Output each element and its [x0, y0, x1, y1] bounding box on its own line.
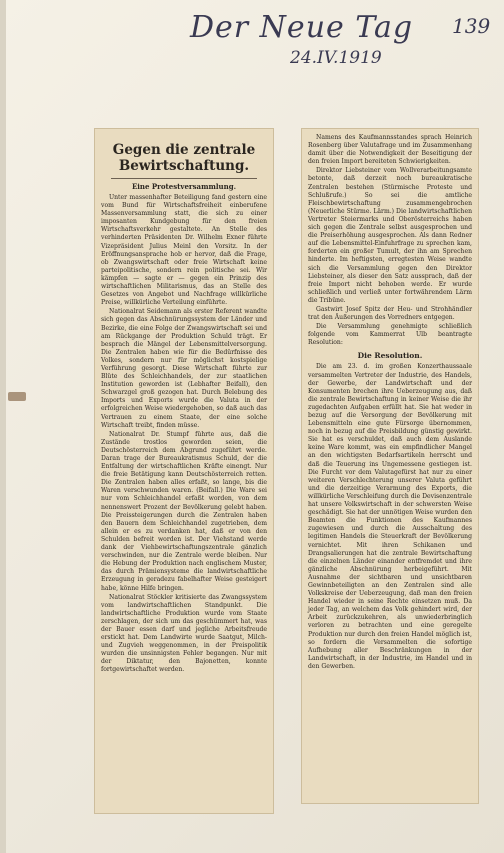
resolution-heading: Die Resolution. — [357, 351, 423, 361]
article-paragraph: Direktor Liebsteiner vom Wollverarbeitungsamte betonte, daß derzeit noch bureaukratische Zentralen bestehen (Stürmische Proteste und Schlußrufe.) So sei die amtliche Fleischbewirtschaftung zusammengebrochen (Neuerliche Stürme. Lärm.) Die landwirtschaftlichen Vertreter Steiermarks und Oberösterreichs haben sich gegen die Zentrale selbst ausgesprochen und die Preiserhöhung ausgesprochen. Als dann Redner auf die Lebensmittel-Einfuhrfrage zu sprechen kam, forderten ein großer Tumult, der ihn am Sprechen hinderte. Im heftigsten, erregtesten Weise wandte sich die Versammlung gegen den Direktor Liebsteiner, als dieser den Satz aussprach, daß der freie Import nicht behoben werde. Er wurde schließlich und verließ unter fortwährendem Lärm die Tribüne. — [308, 167, 472, 304]
sheet-edge — [0, 0, 6, 853]
resolution-paragraph: Die am 23. d. im großen Konzerthaussaale versammelten Vertreter der Industrie, des Handels, der Gewerbe, der Landwirtschaft und der Konsumenten brechen ihre Ueberzeugung aus, daß die zentrale Bewirtschaftung in keiner Weise die ihr zugedachten Aufgaben erfüllt hat. Sie hat weder in bezug auf die Versorgung der Bevölkerung mit Lebensmitteln eine gute Fürsorge übernommen, noch in bezug auf die Preisbildung günstig gewirkt. Sie hat es verschuldet, daß auch dem Auslande keine Ware kommt, was ein empfindlicher Mangel an den wichtigsten Bedarfsartikeln herrscht und daß die Teuerung ins Ungemessene gestiegen ist. Die Furcht vor dem Valutagefürst hat nur zu einer weiteren Verschlechterung unserer Valuta geführt und die derzeitige Verarmung des Exports, die willkürliche Verschleifung durch die Devisenzentrale hat unsere Volkswirtschaft in der schwersten Weise geschädigt. Sie hat der unnötigen Weise wurden den Beamten die Funktionen des Kaufmannes zugewiesen und durch die Ausschaltung des legitimen Handels die Steuerkraft der Bevölkerung vernichtet. Mit ihren Schikanen und Drangsalierungen hat die zentrale Bewirtschaftung die einzelnen Länder einander entfremdet und ihre gänzliche Abschnürung herbeigeführt. Mit Ausnahme der sichtbaren und unsichtbaren Gewinnbeteiligten an den Zentralen sind alle Volkskreise der Ueberzeugung, daß man den freien Handel wieder in seine Rechte einsetzen muß. Da jeder Tag, an welchem das Volk gehindert wird, der Arbeit zurückzukehren, als unwiederbringlich verloren zu betrachten und eine geregelte Produktion nur durch den freien Handel möglich ist, so fordern die Versammelten die sofortige Aufhebung aller Beschränkungen in der Landwirtschaft, in der Industrie, im Handel und in den Gewerben. — [308, 363, 472, 670]
article-paragraph: Unter massenhafter Beteiligung fand gestern eine vom Bund für Wirtschaftsfreiheit einberufene Massenversammlung statt, die sich zu einer imposanten Kundgebung für den freien Wirtschaftsverkehr gestaltete. An Stelle des verhinderten Präsidenten Dr. Wilhelm Exner führte Vizepräsident Julius Meinl den Vorsitz. In der Eröffnungsansprache hob er hervor, daß die Frage, ob Zwangswirtschaft oder freie Wirtschaft keine parteipolitische, sondern rein politische sei. Wir kämpfen — sagte er — gegen ein Prinzip des wirtschaftlichen Militarismus, das an Stelle des Gesetzes von Angebot und Nachfrage willkürliche Preise, willkürliche Verteilung einführte. — [101, 194, 267, 307]
newspaper-masthead-handwritten: Der Neue Tag — [190, 10, 414, 45]
archive-page-number: 139 — [452, 14, 491, 38]
headline-rule — [111, 178, 257, 179]
article-paragraph: Namens des Kaufmannsstandes sprach Heinrich Rosenberg über Valutafrage und im Zusammenhang damit über die Notwendigkeit der Beseitigung der den freien Import bereiteten Schwierigkeiten. — [308, 134, 472, 166]
article-subhead: Eine Protestversammlung. — [131, 182, 237, 191]
article-paragraph: Nationalrat Dr. Stumpf führte aus, daß die Zustände trostlos geworden seien, die Deutschösterreich dem Abgrund zugeführt werde. Daran trage der Bureaukratismus Schuld, der die Entfaltung der wirtschaftlichen Kräfte einengt. Nur die freie Betätigung kann Deutschösterreich retten. Die Zentralen haben alles erfaßt, so lange, bis die Waren verschwunden waren. (Beifall.) Die Ware sei nur vom Schleichhandel erfaßt worden, von dem nennenswert Prozent der Bevölkerung gelebt haben. Die Preissteigerungen durch die Zentralen haben den Bauern dem Schleichhandel zugetrieben, dem allein er es zu verdanken hat, daß er von den Schulden befreit worden ist. Der Viehstand werde dank der Viehbewirtschaftungszentrale gänzlich verschwinden, nur die Zentrale werde bleiben. Nur die Hebung der Produktion nach englischem Muster, das durch Prämiensysteme die landwirtschaftliche Erzeugung in geradezu fabelhafter Weise gesteigert habe, könne Hilfe bringen. — [101, 430, 267, 592]
article-paragraph: Nationalrat Seidemann als erster Referent wandte sich gegen das Abschnürungssystem der Länder und Bezirke, die eine Folge der Zwangswirtschaft sei und am Rückgange der Produktion Schuld trägt. Er besprach die Mängel der Lebensmittelversorgung. Die Zentralen haben wie für die Bedürfnisse des Volkes, sondern nur für möglichst kostspielige Verführung gesorgt. Diese Wirtschaft führte zur Blüte des Schleichhandels, der zur staatlichen Institution geworden ist (Lebhafter Beifall), den Schwarzgel groß gezogen hat. Durch Belebung des Imports und Exports wurde die Valuta in der erfolgreichen Weise wiedergehoben, so daß auch das Vertrauen zu einem Staate, der eine solche Wirtschaft treibt, finden müsse. — [101, 308, 267, 429]
article-paragraph: Nationalrat Stöckler kritisierte das Zwangssystem vom landwirtschaftlichen Standpunkt. Die landwirtschaftliche Produktion wurde vom Staate zerschlagen, der sich um das geschümmert hat, was der Bauer essen darf und jegliche Arbeitsfreude erstickt hat. Dem Landwirte wurde Saatgut, Milch- und Zugvieh weggenommen, in der Preispolitik wurden die unsinnigsten Fehler begangen. Nur mit der Diktatur, den Bajonetten, konnte fortgewirtschaftet werden. — [101, 593, 267, 674]
ink-stain — [8, 392, 26, 401]
article-paragraph: Die Versammlung genehmigte schließlich folgende vom Kammerrat Ulb beantragte Resolution: — [308, 323, 472, 347]
article-headline: Gegen die zentrale Bewirtschaftung. — [112, 142, 256, 174]
article-paragraph: Gastwirt Josef Spitz der Heu- und Strohhändler trat den Äußerungen des Vorredners entgegen. — [308, 305, 472, 322]
newspaper-clipping-right — [301, 128, 479, 804]
newspaper-clipping-left — [94, 128, 274, 814]
handwritten-date: 24.IV.1919 — [290, 48, 382, 68]
